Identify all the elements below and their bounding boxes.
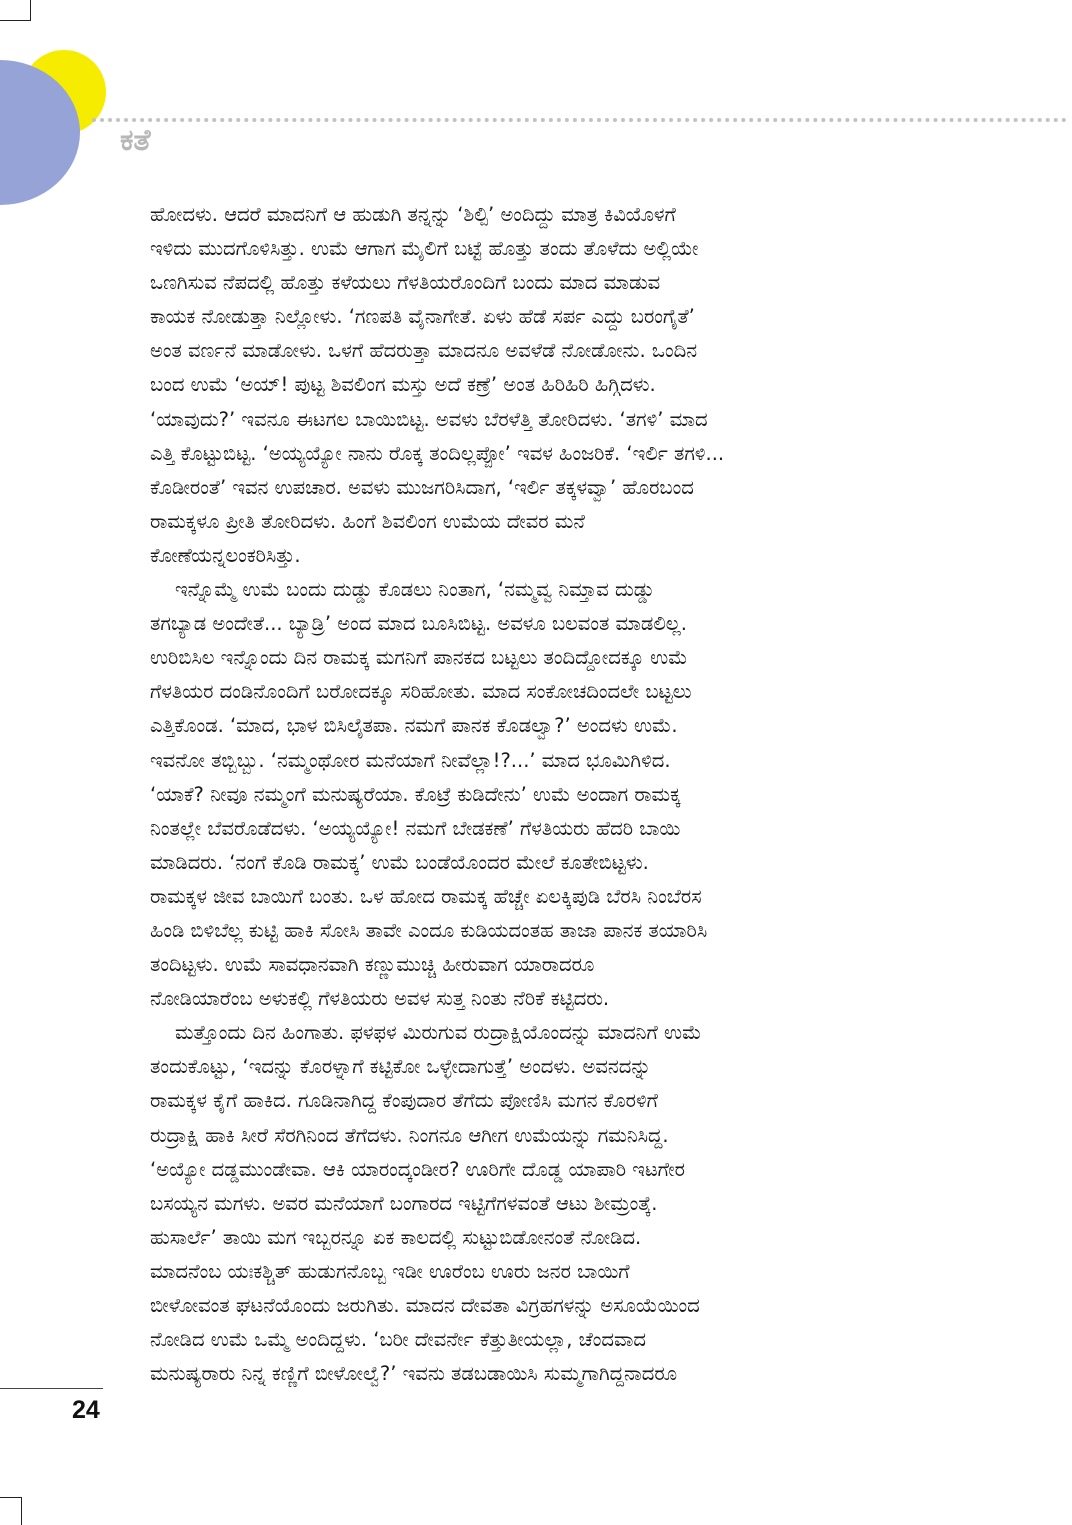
body-text-line: ಅಂತ ವರ್ಣನೆ ಮಾಡೋಳು. ಒಳಗೆ ಹೆದರುತ್ತಾ ಮಾದನೂ ಅವಳೆಡೆ ನೋಡೋನು. ಒಂದಿನ [150,339,698,363]
body-text-line: ನೋಡಿಯಾರೆಂಬ ಅಳುಕಲ್ಲಿ ಗೆಳತಿಯರು ಅವಳ ಸುತ್ತ ನಿಂತು ನೆರಿಕೆ ಕಟ್ಟಿದರು. [150,987,610,1011]
body-text-line: ಒಣಗಿಸುವ ನೆಪದಲ್ಲಿ ಹೊತ್ತು ಕಳೆಯಲು ಗೆಳತಿಯರೊಂದಿಗೆ ಬಂದು ಮಾದ ಮಾಡುವ [150,271,661,295]
crop-mark-top-vertical [30,0,31,20]
footer-rule [0,1388,103,1389]
section-label: ಕತೆ [120,123,151,158]
body-text-line: ಉರಿಬಿಸಿಲ ಇನ್ನೊಂದು ದಿನ ರಾಮಕ್ಕ ಮಗನಿಗೆ ಪಾನಕದ ಬಟ್ಟಲು ತಂದಿದ್ದೋದಕ್ಕೂ ಉಮೆ [150,646,688,670]
body-text-line: ಮಾಡಿದರು. ‘ನಂಗೆ ಕೊಡಿ ರಾಮಕ್ಕ’ ಉಮೆ ಬಂಡೆಯೊಂದರ ಮೇಲೆ ಕೂತೇಬಿಟ್ಟಳು. [150,850,649,874]
body-text-line: ರುದ್ರಾಕ್ಷಿ ಹಾಕಿ ಸೀರೆ ಸೆರಗಿನಿಂದ ತೆಗೆದಳು. ನಿಂಗನೂ ಆಗೀಗ ಉಮೆಯನ್ನು ಗಮನಿಸಿದ್ದ. [150,1123,669,1147]
body-text-line: ಗೆಳತಿಯರ ದಂಡಿನೊಂದಿಗೆ ಬರೋದಕ್ಕೂ ಸರಿಹೋತು. ಮಾದ ಸಂಕೋಚದಿಂದಲೇ ಬಟ್ಟಲು [150,680,692,704]
crop-mark-bottom-horizontal [0,1497,22,1498]
body-text-line: ಇವನೋ ತಬ್ಬಿಬ್ಬು. ‘ನಮ್ಮಂಥೋರ ಮನೆಯಾಗೆ ನೀವೆಲ್ಲಾ!?...’ ಮಾದ ಭೂಮಿಗಿಳಿದ. [150,748,671,772]
body-text-line: ಮನುಷ್ಯರಾರು ನಿನ್ನ ಕಣ್ಣಿಗೆ ಬೀಳೋಲ್ವೆ?’ ಇವನು ತಡಬಡಾಯಿಸಿ ಸುಮ್ಮಗಾಗಿದ್ದನಾದರೂ [150,1362,678,1386]
body-text-line: ಮತ್ತೊಂದು ದಿನ ಹಿಂಗಾತು. ಫಳಫಳ ಮಿರುಗುವ ರುದ್ರಾಕ್ಷಿಯೊಂದನ್ನು ಮಾದನಿಗೆ ಉಮೆ [175,1021,702,1045]
body-text-line: ಬಂದ ಉಮೆ ‘ಅಯ್! ಪುಟ್ಟ ಶಿವಲಿಂಗ ಮಸ್ತು ಅದೆ ಕಣ್ರೆ’ ಅಂತ ಹಿರಿಹಿರಿ ಹಿಗ್ಗಿದಳು. [150,373,656,397]
body-text-line: ‘ಅಯ್ಯೋ ದಡ್ಡಮುಂಡೇವಾ. ಆಕಿ ಯಾರಂದ್ಕಂಡೀರ? ಊರಿಗೇ ದೊಡ್ಡ ಯಾಪಾರಿ ಇಟಗೇರ [150,1157,685,1181]
body-text-line: ‘ಯಾವುದು?’ ಇವನೂ ಈಟಗಲ ಬಾಯಿಬಿಟ್ಟ. ಅವಳು ಬೆರಳೆತ್ತಿ ತೋರಿದಳು. ‘ತಗಳಿ’ ಮಾದ [150,407,708,431]
body-text-line: ಹುಸಾರ್ಲೆ’ ತಾಯಿ ಮಗ ಇಬ್ಬರನ್ನೂ ಏಕ ಕಾಲದಲ್ಲಿ ಸುಟ್ಟುಬಿಡೋನಂತೆ ನೋಡಿದ. [150,1225,642,1249]
body-text-line: ರಾಮಕ್ಕಳೂ ಪ್ರೀತಿ ತೋರಿದಳು. ಹಿಂಗೆ ಶಿವಲಿಂಗ ಉಮೆಯ ದೇವರ ಮನೆ [150,509,585,533]
body-text-line: ನೋಡಿದ ಉಮೆ ಒಮ್ಮೆ ಅಂದಿದ್ದಳು. ‘ಬರೀ ದೇವರ್ನೇ ಕೆತ್ತುತೀಯಲ್ಲಾ, ಚೆಂದವಾದ [150,1328,646,1352]
body-text-line: ಕೊಡೀರಂತೆ’ ಇವನ ಉಪಚಾರ. ಅವಳು ಮುಜಗರಿಸಿದಾಗ, ‘ಇರ್ಲಿ ತಕ್ಕಳವ್ವಾ’ ಹೊರಬಂದ [150,475,694,499]
body-text-line: ನಿಂತಲ್ಲೇ ಬೆವರೊಡೆದಳು. ‘ಅಯ್ಯಯ್ಯೋ! ನಮಗೆ ಬೇಡಕಣೆ’ ಗೆಳತಿಯರು ಹೆದರಿ ಬಾಯಿ [150,816,681,840]
body-text-line: ಎತ್ತಿಕೊಂಡ. ‘ಮಾದ, ಭಾಳ ಬಿಸಿಲೈತಪಾ. ನಮಗೆ ಪಾನಕ ಕೊಡಲ್ವಾ?’ ಅಂದಳು ಉಮೆ. [150,714,678,738]
body-text-line: ಹೋದಳು. ಆದರೆ ಮಾದನಿಗೆ ಆ ಹುಡುಗಿ ತನ್ನನ್ನು ‘ಶಿಲ್ಪಿ’ ಅಂದಿದ್ದು ಮಾತ್ರ ಕಿವಿಯೊಳಗೆ [150,203,676,226]
body-text-line: ಬಸಯ್ಯನ ಮಗಳು. ಅವರ ಮನೆಯಾಗೆ ಬಂಗಾರದ ಇಟ್ಟಿಗೆಗಳವಂತೆ ಆಟು ಶೀಮ್ರಂತ್ಕೆ. [150,1191,658,1215]
dotted-header-rule [92,118,1067,122]
body-text-line: ಕೋಣೆಯನ್ನಲಂಕರಿಸಿತ್ತು. [150,543,301,567]
body-text-line: ತಂದಿಟ್ಟಳು. ಉಮೆ ಸಾವಧಾನವಾಗಿ ಕಣ್ಣುಮುಚ್ಚಿ ಹೀರುವಾಗ ಯಾರಾದರೂ [150,953,595,977]
crop-mark-bottom-vertical [21,1497,22,1525]
body-text-line: ಕಾಯಕ ನೋಡುತ್ತಾ ನಿಲ್ಲೋಳು. ‘ಗಣಪತಿ ವೈನಾಗೇತೆ. ಏಳು ಹೆಡೆ ಸರ್ಪ ಎದ್ದು ಬರಂಗೈತೆ’ [150,305,695,329]
body-text-line: ತಂದುಕೊಟ್ಟು, ‘ಇದನ್ನು ಕೊರಳ್ನಾಗೆ ಕಟ್ಟಿಕೋ ಒಳ್ಳೇದಾಗುತ್ತೆ’ ಅಂದಳು. ಅವನದನ್ನು [150,1055,651,1079]
body-text-line: ಇನ್ನೊಮ್ಮೆ ಉಮೆ ಬಂದು ದುಡ್ಡು ಕೊಡಲು ನಿಂತಾಗ, ‘ನಮ್ಮವ್ವ ನಿಮ್ತಾವ ದುಡ್ಡು [175,578,655,602]
body-text-line: ‘ಯಾಕೆ? ನೀವೂ ನಮ್ಮಂಗೆ ಮನುಷ್ಯರೆಯಾ. ಕೊಟ್ರೆ ಕುಡಿದೇನು’ ಉಮೆ ಅಂದಾಗ ರಾಮಕ್ಕ [150,782,681,806]
story-body-text [150,198,910,1391]
body-text-line: ಬೀಳೋವಂತ ಘಟನೆಯೊಂದು ಜರುಗಿತು. ಮಾದನ ದೇವತಾ ವಿಗ್ರಹಗಳನ್ನು ಅಸೂಯೆಯಿಂದ [150,1294,700,1317]
body-text-line: ಮಾದನೆಂಬ ಯಃಕಶ್ಚಿತ್ ಹುಡುಗನೊಬ್ಬ ಇಡೀ ಊರೆಂಬ ಊರು ಜನರ ಬಾಯಿಗೆ [150,1259,630,1283]
body-text-line: ಹಿಂಡಿ ಬಿಳಿಬೆಲ್ಲ ಕುಟ್ಟಿ ಹಾಕಿ ಸೋಸಿ ತಾವೇ ಎಂದೂ ಕುಡಿಯದಂತಹ ತಾಜಾ ಪಾನಕ ತಯಾರಿಸಿ [150,918,708,942]
page-number: 24 [72,1396,100,1424]
body-text-line: ರಾಮಕ್ಕಳ ಕೈಗೆ ಹಾಕಿದ. ಗೂಡಿನಾಗಿದ್ದ ಕೆಂಪುದಾರ ತೆಗೆದು ಪೋಣಿಸಿ ಮಗನ ಕೊರಳಿಗೆ [150,1089,658,1113]
body-text-line: ಇಳಿದು ಮುದಗೊಳಿಸಿತ್ತು. ಉಮೆ ಆಗಾಗ ಮೈಲಿಗೆ ಬಟ್ಟೆ ಹೊತ್ತು ತಂದು ತೊಳೆದು ಅಲ್ಲಿಯೇ [150,237,699,261]
body-text-line: ಎತ್ತಿ ಕೊಟ್ಟುಬಿಟ್ಟ. ‘ಅಯ್ಯಯ್ಯೋ ನಾನು ರೊಕ್ಕ ತಂದಿಲ್ಲಪ್ಪೋ’ ಇವಳ ಹಿಂಜರಿಕೆ. ‘ಇರ್ಲಿ ತಗಳಿ... [150,441,725,465]
body-text-line: ತಗಬ್ಯಾಡ ಅಂದೇತೆ... ಬ್ಯಾಡ್ರಿ’ ಅಂದ ಮಾದ ಬೂಸಿಬಿಟ್ಟ. ಅವಳೂ ಬಲವಂತ ಮಾಡಲಿಲ್ಲ. [150,612,687,636]
body-text-line: ರಾಮಕ್ಕಳ ಜೀವ ಬಾಯಿಗೆ ಬಂತು. ಒಳ ಹೋದ ರಾಮಕ್ಕ ಹೆಚ್ಚೇ ಏಲಕ್ಕಿಪುಡಿ ಬೆರಸಿ ನಿಂಬೆರಸ [150,884,702,908]
crop-mark-top-horizontal [0,20,31,21]
